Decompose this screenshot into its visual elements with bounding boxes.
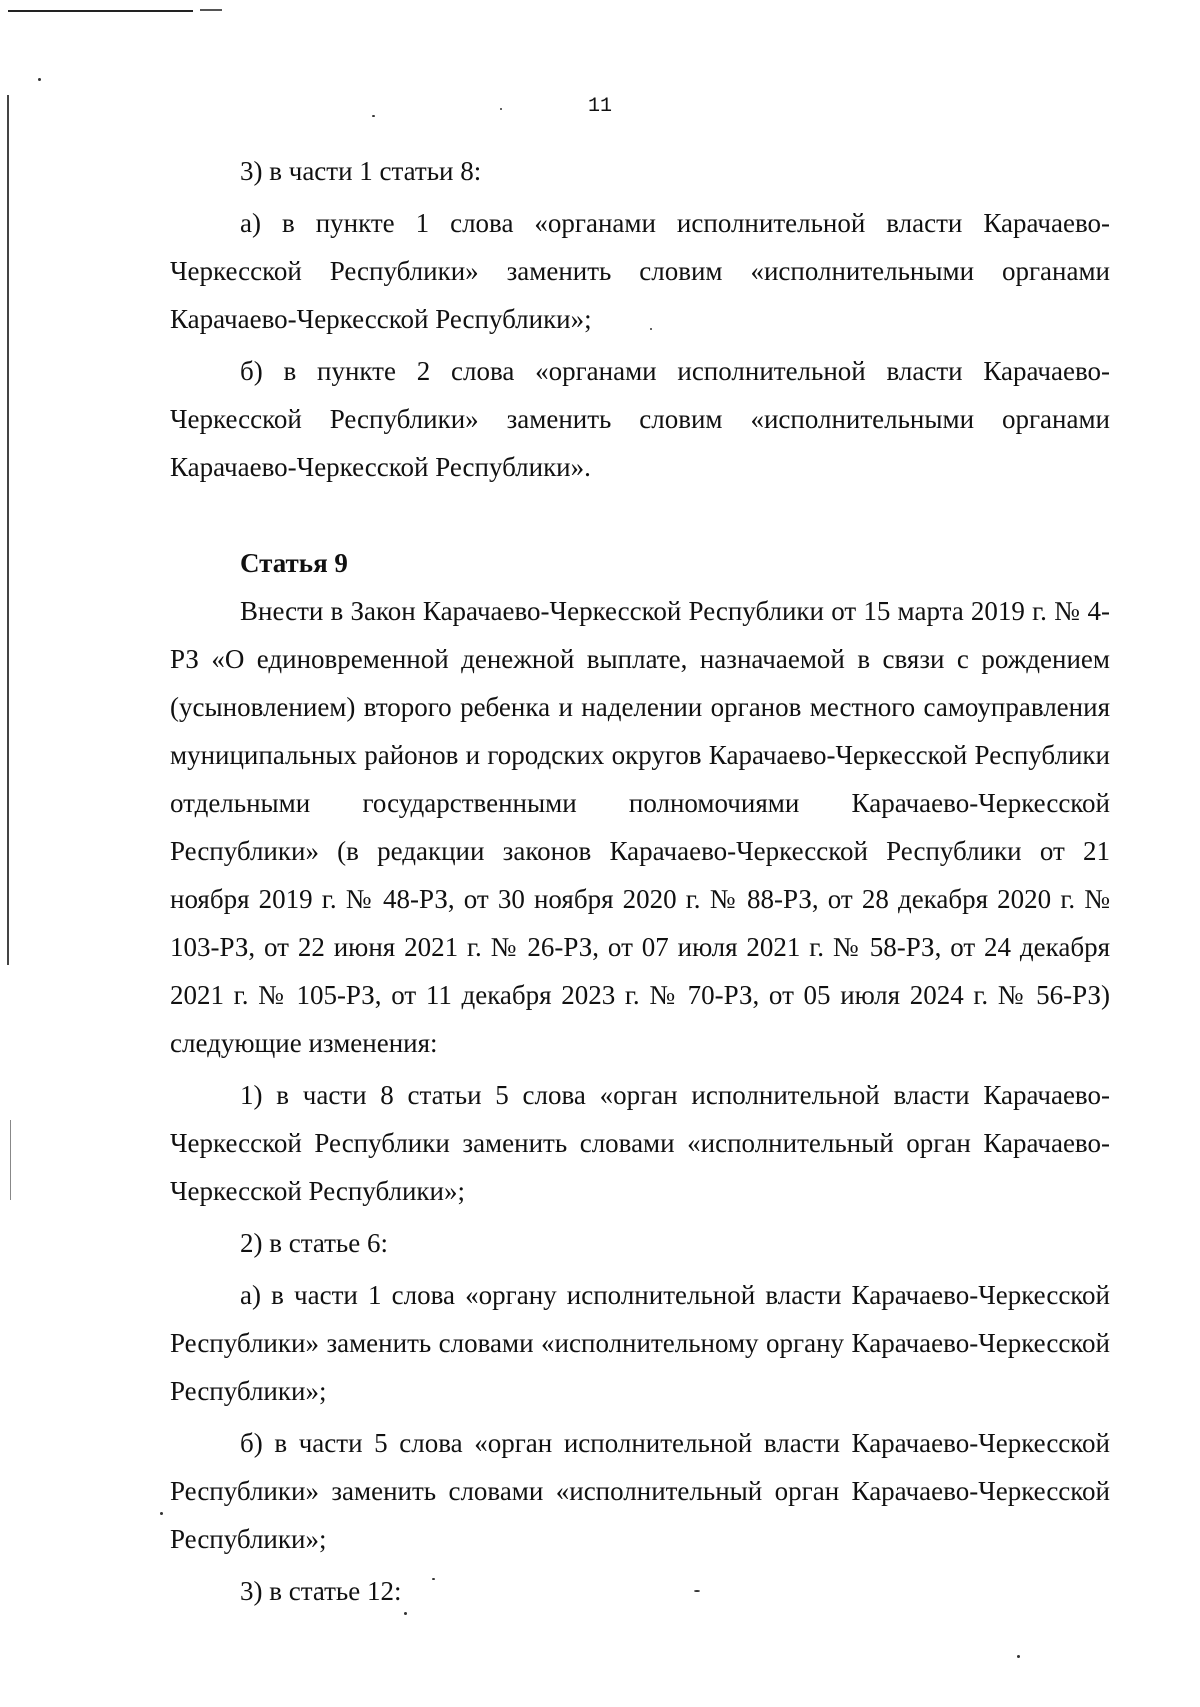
scan-edge-line xyxy=(10,1120,11,1200)
amendment-item: 3) в части 1 статьи 8: xyxy=(240,156,482,186)
amendment-subitem: б) в пункте 2 слова «органами исполнительной власти Карачаево-Черкесской Республики» заменить словим «исполнительными органами Карачаево-Черкесской Республики». xyxy=(170,356,1110,482)
amendment-item: 2) в статье 6: xyxy=(240,1228,388,1258)
amendment-item: 1) в части 8 статьи 5 слова «орган исполнительной власти Карачаево-Черкесской Республики заменить словами «исполнительный орган Карачаево-Черкесской Республики»; xyxy=(170,1080,1110,1206)
scan-speck xyxy=(1017,1655,1020,1658)
amendment-item: 3) в статье 12: xyxy=(240,1576,402,1606)
scan-edge-line xyxy=(8,10,193,12)
article-intro-paragraph: Внести в Закон Карачаево-Черкесской Республики от 15 марта 2019 г. № 4-РЗ «О единовременной денежной выплате, назначаемой в связи с рождением (усыновлением) второго ребенка и наделении органов местного самоуправления муниципальных районов и городских округов Карачаево-Черкесской Республики отдельными государственными полномочиями Карачаево-Черкесской Республики» (в редакции законов Карачаево-Черкесской Республики от 21 ноября 2019 г. № 48-РЗ, от 30 ноября 2020 г. № 88-РЗ, от 28 декабря 2020 г. № 103-РЗ, от 22 июня 2021 г. № 26-РЗ, от 07 июля 2021 г. № 58-РЗ, от 24 декабря 2021 г. № 105-РЗ, от 11 декабря 2023 г. № 70-РЗ, от 05 июля 2024 г. № 56-РЗ) следующие изменения: xyxy=(170,596,1110,1058)
document-body xyxy=(170,147,1110,1619)
scan-edge-line xyxy=(200,9,222,11)
scan-speck xyxy=(160,1512,163,1515)
amendment-subitem: б) в части 5 слова «орган исполнительной власти Карачаево-Черкесской Республики» заменить словами «исполнительный орган Карачаево-Черкесской Республики»; xyxy=(170,1428,1110,1554)
amendment-subitem: а) в части 1 слова «органу исполнительной власти Карачаево-Черкесской Республики» заменить словами «исполнительному органу Карачаево-Черкесской Республики»; xyxy=(170,1280,1110,1406)
scan-edge-line xyxy=(7,95,9,965)
article-heading: Статья 9 xyxy=(240,548,348,578)
scan-speck xyxy=(38,78,41,81)
amendment-subitem: а) в пункте 1 слова «органами исполнительной власти Карачаево-Черкесской Республики» заменить словим «исполнительными органами Карачаево-Черкесской Республики»; xyxy=(170,208,1110,334)
page-number: 11 xyxy=(587,95,612,118)
